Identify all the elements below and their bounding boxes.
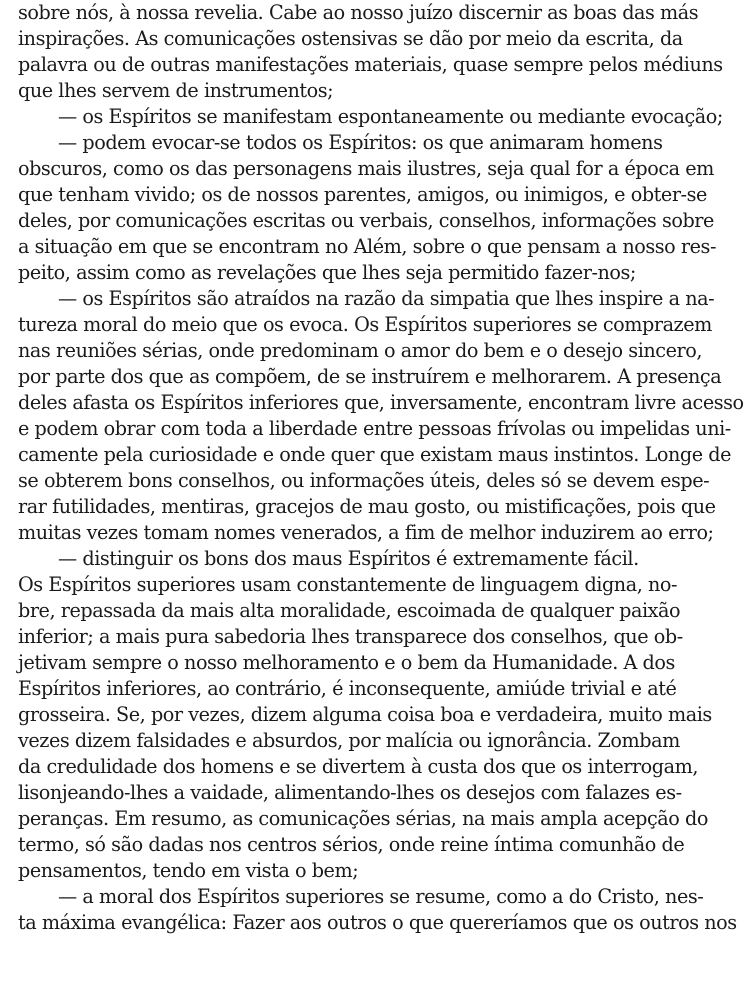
text-line: muitas vezes tomam nomes venerados, a fim de melhor induzirem ao erro; bbox=[18, 521, 714, 544]
text-line: rar futilidades, mentiras, gracejos de mau gosto, ou mistificações, pois que bbox=[18, 495, 716, 518]
text-line: bre, repassada da mais alta moralidade, escoimada de qualquer paixão bbox=[18, 599, 681, 622]
text-line: se obterem bons conselhos, ou informações úteis, deles só se devem espe- bbox=[18, 469, 710, 492]
text-line: por parte dos que as compõem, de se instruírem e melhorarem. A presença bbox=[18, 365, 722, 388]
text-line: tureza moral do meio que os evoca. Os Espíritos superiores se comprazem bbox=[18, 313, 712, 336]
text-line: que tenham vivido; os de nossos parentes, amigos, ou inimigos, e obter-se bbox=[18, 183, 707, 206]
text-line: que lhes servem de instrumentos; bbox=[18, 79, 334, 102]
text-line: — podem evocar-se todos os Espíritos: os que animaram homens bbox=[58, 131, 663, 154]
text-line: peranças. Em resumo, as comunicações sérias, na mais ampla acepção do bbox=[18, 807, 708, 830]
text-line: da credulidade dos homens e se divertem à custa dos que os interrogam, bbox=[18, 755, 698, 778]
body-text bbox=[18, 0, 744, 936]
text-line: vezes dizem falsidades e absurdos, por malícia ou ignorância. Zombam bbox=[18, 729, 680, 752]
text-line: obscuros, como os das personagens mais ilustres, seja qual for a época em bbox=[18, 157, 714, 180]
text-line: deles, por comunicações escritas ou verbais, conselhos, informações sobre bbox=[18, 209, 714, 232]
text-line: e podem obrar com toda a liberdade entre pessoas frívolas ou impelidas uni- bbox=[18, 417, 731, 440]
text-line: lisonjeando-lhes a vaidade, alimentando-lhes os desejos com falazes es- bbox=[18, 781, 682, 804]
text-line: — os Espíritos se manifestam espontaneamente ou mediante evocação; bbox=[58, 105, 723, 128]
text-line: — a moral dos Espíritos superiores se resume, como a do Cristo, nes- bbox=[58, 885, 704, 908]
text-line: inspirações. As comunicações ostensivas se dão por meio da escrita, da bbox=[18, 27, 683, 50]
text-line: pensamentos, tendo em vista o bem; bbox=[18, 859, 359, 882]
text-line: nas reuniões sérias, onde predominam o amor do bem e o desejo sincero, bbox=[18, 339, 702, 362]
text-line: deles afasta os Espíritos inferiores que, inversamente, encontram livre acesso bbox=[18, 391, 744, 414]
text-line: Espíritos inferiores, ao contrário, é inconsequente, amiúde trivial e até bbox=[18, 677, 677, 700]
text-line: inferior; a mais pura sabedoria lhes transparece dos conselhos, que ob- bbox=[18, 625, 683, 648]
text-line: — distinguir os bons dos maus Espíritos é extremamente fácil. bbox=[58, 547, 639, 570]
text-line: sobre nós, à nossa revelia. Cabe ao nosso juízo discernir as boas das más bbox=[18, 1, 699, 24]
text-line: — os Espíritos são atraídos na razão da simpatia que lhes inspire a na- bbox=[58, 287, 715, 310]
text-line: ta máxima evangélica: Fazer aos outros o que quereríamos que os outros nos bbox=[18, 911, 737, 934]
text-line: grosseira. Se, por vezes, dizem alguma coisa boa e verdadeira, muito mais bbox=[18, 703, 712, 726]
text-line: a situação em que se encontram no Além, sobre o que pensam a nosso res- bbox=[18, 235, 716, 258]
text-line: peito, assim como as revelações que lhes seja permitido fazer-nos; bbox=[18, 261, 636, 284]
text-line: jetivam sempre o nosso melhoramento e o bem da Humanidade. A dos bbox=[18, 651, 675, 674]
text-line: camente pela curiosidade e onde quer que existam maus instintos. Longe de bbox=[18, 443, 732, 466]
text-line: Os Espíritos superiores usam constantemente de linguagem digna, no- bbox=[18, 573, 678, 596]
text-line: termo, só são dadas nos centros sérios, onde reine íntima comunhão de bbox=[18, 833, 685, 856]
text-line: palavra ou de outras manifestações materiais, quase sempre pelos médiuns bbox=[18, 53, 723, 76]
